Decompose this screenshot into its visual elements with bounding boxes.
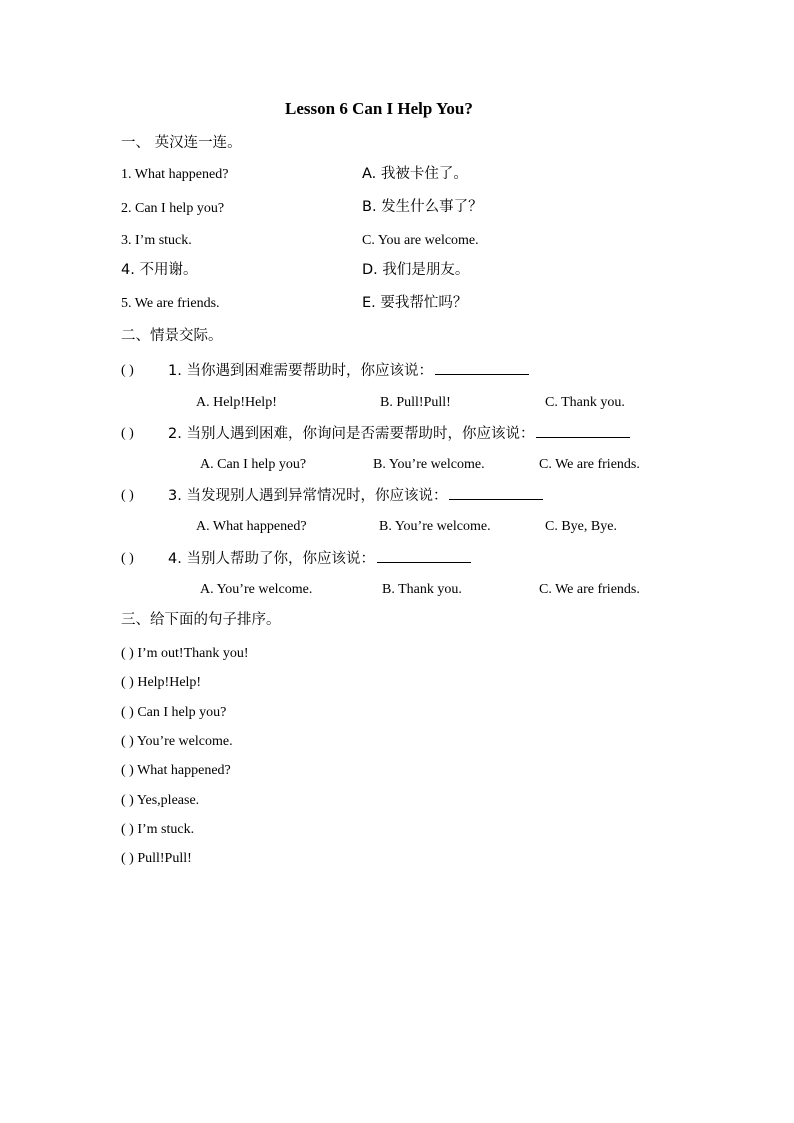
question-1 <box>168 362 529 379</box>
match-right-2: B. 发生什么事了？ <box>362 199 483 215</box>
answer-blank <box>536 425 630 438</box>
option-b: B. You’re welcome. <box>373 457 485 472</box>
answer-paren: ( ) <box>121 551 134 566</box>
list-item <box>121 735 233 749</box>
option-c: C. We are friends. <box>539 582 640 597</box>
match-left-4: 4. 不用谢。 <box>121 262 198 278</box>
option-b: B. Pull!Pull! <box>380 395 451 410</box>
answer-paren: ( ) <box>121 646 134 661</box>
option-c: C. Thank you. <box>545 395 625 410</box>
question-2 <box>168 425 630 442</box>
match-right-5: E. 要我帮忙吗？ <box>362 295 468 311</box>
match-left-1: 1. What happened? <box>121 167 229 182</box>
match-left-3: 3. I’m stuck. <box>121 233 192 248</box>
list-item <box>121 852 192 866</box>
question-text: 1. 当你遇到困难需要帮助时，你应该说： <box>168 363 433 379</box>
sentence: Can I help you? <box>137 705 227 720</box>
option-c: C. Bye, Bye. <box>545 519 617 534</box>
answer-paren: ( ) <box>121 675 134 690</box>
question-3 <box>168 487 543 504</box>
answer-blank <box>435 362 529 375</box>
option-a: A. What happened? <box>196 519 307 534</box>
question-text: 2. 当别人遇到困难，你询问是否需要帮助时，你应该说： <box>168 426 535 442</box>
sentence: Yes,please. <box>136 793 200 808</box>
sentence: I’m stuck. <box>137 822 195 837</box>
list-item <box>121 706 226 720</box>
answer-paren: ( ) <box>121 426 134 441</box>
list-item <box>121 764 231 778</box>
question-text: 3. 当发现别人遇到异常情况时，你应该说： <box>168 488 448 504</box>
match-right-4: D. 我们是朋友。 <box>362 262 470 278</box>
section3-heading: 三、给下面的句子排序。 <box>121 612 281 628</box>
option-b: B. You’re welcome. <box>379 519 491 534</box>
match-right-3: C. You are welcome. <box>362 233 479 248</box>
section2-heading: 二、情景交际。 <box>121 328 223 344</box>
answer-paren: ( ) <box>121 705 134 720</box>
page-title: Lesson 6 Can I Help You? <box>285 99 473 118</box>
option-b: B. Thank you. <box>382 582 462 597</box>
answer-paren: ( ) <box>121 363 134 378</box>
list-item <box>121 647 249 661</box>
sentence: I’m out!Thank you! <box>137 646 249 661</box>
question-text: 4. 当别人帮助了你，你应该说： <box>168 551 375 567</box>
option-a: A. Help!Help! <box>196 395 277 410</box>
match-right-1: A. 我被卡住了。 <box>362 166 468 182</box>
sentence: Pull!Pull! <box>137 851 192 866</box>
answer-paren: ( ) <box>121 488 134 503</box>
answer-paren: ( ) <box>121 734 134 749</box>
answer-paren: ( ) <box>121 851 134 866</box>
answer-paren: ( ) <box>121 763 134 778</box>
sentence: What happened? <box>137 763 231 778</box>
list-item <box>121 794 199 808</box>
question-4 <box>168 550 471 567</box>
match-left-2: 2. Can I help you? <box>121 201 225 216</box>
section1-heading: 一、 英汉连一连。 <box>121 135 242 151</box>
sentence: You’re welcome. <box>136 734 233 749</box>
answer-blank <box>377 550 471 563</box>
option-a: A. Can I help you? <box>200 457 307 472</box>
match-left-5: 5. We are friends. <box>121 296 220 311</box>
answer-paren: ( ) <box>121 822 134 837</box>
list-item <box>121 676 201 690</box>
answer-blank <box>449 487 543 500</box>
option-c: C. We are friends. <box>539 457 640 472</box>
list-item <box>121 823 194 837</box>
sentence: Help!Help! <box>137 675 202 690</box>
option-a: A. You’re welcome. <box>200 582 313 597</box>
answer-paren: ( ) <box>121 793 134 808</box>
